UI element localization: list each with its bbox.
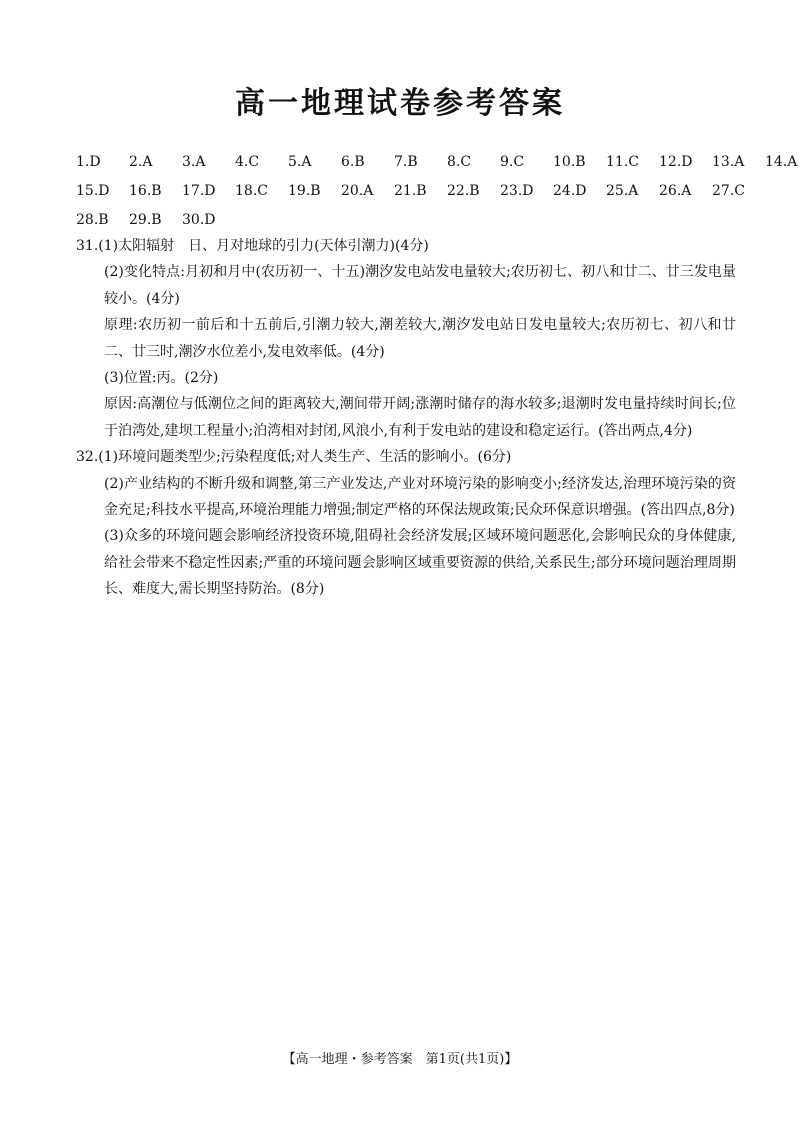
choice-answer: 10.B bbox=[553, 154, 586, 170]
choice-answer: 9.C bbox=[500, 154, 525, 170]
choice-answer: 16.B bbox=[129, 183, 162, 199]
choice-answer: 29.B bbox=[129, 212, 162, 228]
choice-answer: 11.C bbox=[606, 154, 639, 170]
choice-answer: 19.B bbox=[288, 183, 321, 199]
q31-part3-reasons: 原因:高潮位与低潮位之间的距离较大,潮间带开阔;涨潮时储存的海水较多;退潮时发电量持续时间长;位于泊湾处,建坝工程量小;泊湾相对封闭,风浪小,有利于发电站的建设和稳定运行。(答出两点,4分) bbox=[104, 396, 736, 439]
choice-answer: 26.A bbox=[659, 183, 692, 199]
choice-row bbox=[76, 206, 736, 235]
choice-answer: 5.A bbox=[288, 154, 312, 170]
page-footer: 【高一地理・参考答案 第1页(共1页)】 bbox=[282, 1052, 518, 1067]
choice-answer: 3.A bbox=[182, 154, 206, 170]
q31-part1: 31.(1)太阳辐射 日、月对地球的引力(天体引潮力)(4分) bbox=[76, 238, 429, 254]
q31-part2-principle: 原理:农历初一前后和十五前后,引潮力较大,潮差较大,潮汐发电站日发电量较大;农历初七、初八和廿二、廿三时,潮汐水位差小,发电效率低。(4分) bbox=[104, 317, 736, 360]
choice-answer: 4.C bbox=[235, 154, 260, 170]
page-title: 高一地理试卷参考答案 bbox=[235, 86, 565, 121]
choice-answer: 2.A bbox=[129, 154, 153, 170]
choice-answer: 12.D bbox=[659, 154, 693, 170]
choice-answer: 13.A bbox=[712, 154, 745, 170]
choice-answer: 30.D bbox=[182, 212, 216, 228]
choice-answer: 20.A bbox=[341, 183, 374, 199]
choice-answer: 7.B bbox=[394, 154, 418, 170]
choice-answer: 14.A bbox=[765, 154, 798, 170]
q32-part1: 32.(1)环境问题类型少;污染程度低;对人类生产、生活的影响小。(6分) bbox=[76, 449, 512, 466]
choice-row bbox=[76, 148, 798, 177]
choice-answer: 17.D bbox=[182, 183, 216, 199]
choice-answer: 28.B bbox=[76, 212, 109, 228]
choice-answer: 24.D bbox=[553, 183, 587, 199]
choice-answer: 27.C bbox=[712, 183, 745, 199]
question-31 bbox=[76, 233, 736, 444]
question-32 bbox=[76, 444, 736, 602]
multiple-choice-answers bbox=[76, 148, 798, 235]
choice-answer: 6.B bbox=[341, 154, 365, 170]
choice-answer: 15.D bbox=[76, 183, 110, 199]
free-response-answers bbox=[76, 233, 736, 603]
q32-part2: (2)产业结构的不断升级和调整,第三产业发达,产业对环境污染的影响变小;经济发达,治理环境污染的资金充足;科技水平提高,环境治理能力增强;制定严格的环保法规政策;民众环保意识增强。(答出四点,8分) bbox=[104, 475, 736, 519]
q32-part3: (3)众多的环境问题会影响经济投资环境,阻碍社会经济发展;区域环境问题恶化,会影响民众的身体健康,给社会带来不稳定性因素;严重的环境问题会影响区域重要资源的供给,关系民生;部分环境问题治理周期长、难度大,需长期坚持防治。(8分) bbox=[104, 528, 736, 598]
choice-row bbox=[76, 177, 745, 206]
choice-answer: 8.C bbox=[447, 154, 472, 170]
choice-answer: 25.A bbox=[606, 183, 639, 199]
choice-answer: 23.D bbox=[500, 183, 534, 199]
q31-part3-location: (3)位置:丙。(2分) bbox=[104, 370, 219, 387]
choice-answer: 18.C bbox=[235, 183, 268, 199]
choice-answer: 1.D bbox=[76, 154, 101, 170]
choice-answer: 22.B bbox=[447, 183, 480, 199]
choice-answer: 21.B bbox=[394, 183, 427, 199]
q31-part2-features: (2)变化特点:月初和月中(农历初一、十五)潮汐发电站发电量较大;农历初七、初八和廿二、廿三发电量较小。(4分) bbox=[104, 264, 736, 307]
